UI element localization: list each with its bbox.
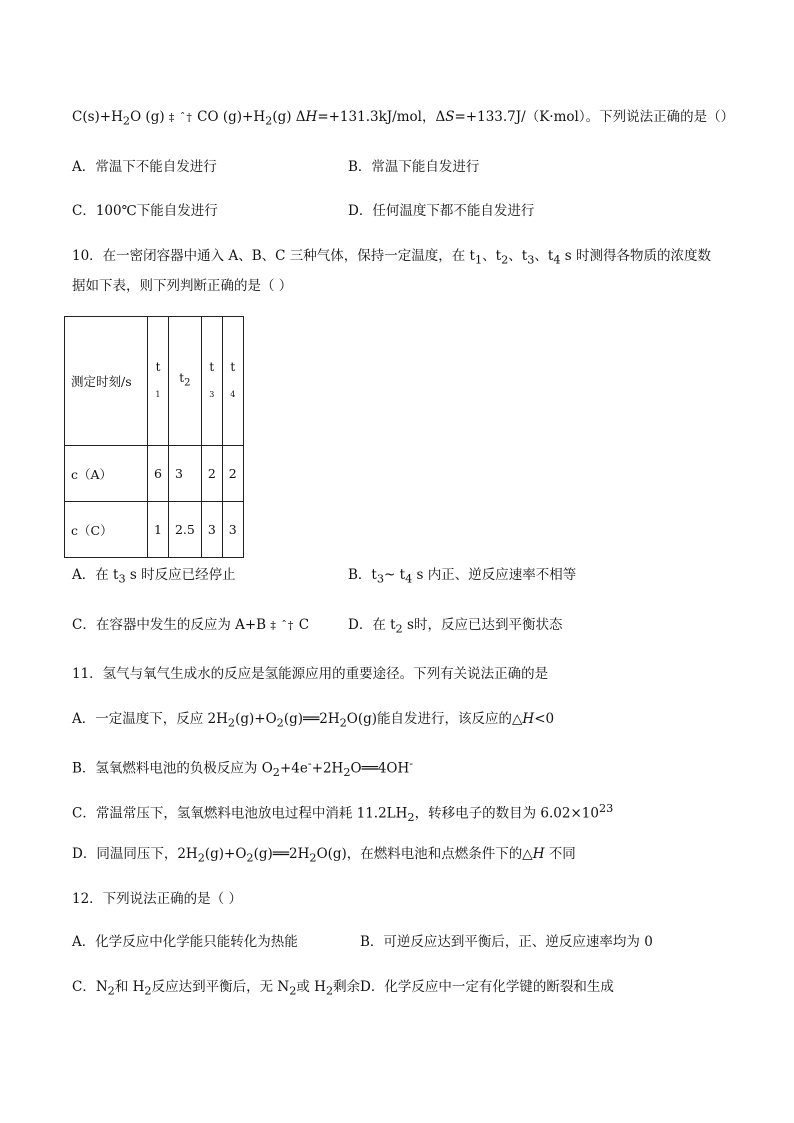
table-header-t1: t 1 [148, 317, 169, 446]
table-row-label: c（C） [65, 502, 148, 558]
q11-option-d: D．同温同压下，$2H_2(g)+O_2(g)══2H_2O(g)$，在燃料电池和点燃条件下的△H 不同 [72, 846, 576, 865]
q11-stem: 11．氢气与氧气生成水的反应是氢能源应用的重要途径。下列有关说法正确的是 [72, 666, 549, 682]
table-cell: 3 [168, 446, 201, 502]
q12-option-d: D．化学反应中一定有化学键的断裂和生成 [360, 979, 614, 995]
table-header-t3: t 3 [201, 317, 222, 446]
table-header-t4: t 4 [222, 317, 243, 446]
table-header-row [65, 317, 244, 446]
q11-option-a: A．一定温度下，反应 $2H_2(g)+O_2(g)══2H_2O(g)$能自发进行，该反应的△H<0 [72, 711, 555, 730]
reversible-arrow-icon: ‡ ˆ† [270, 619, 295, 632]
table-row [65, 446, 244, 502]
q9-stem: $C(s)+H_2O$ (g) ‡ ˆ† CO $(g)+H_2(g)$ ΔH=+131.3kJ/mol，ΔS=+133.7J/（K·mol）。下列说法正确的是（） [72, 109, 735, 128]
table-cell: 2.5 [168, 502, 201, 558]
reversible-arrow-icon: ‡ ˆ† [168, 111, 193, 124]
table-row [65, 502, 244, 558]
q10-option-c: C．在容器中发生的反应为 A+B ‡ ˆ† C [72, 617, 310, 633]
q10-option-b: B．$t_3\sim$ $t_4$ s 内正、逆反应速率不相等 [348, 567, 577, 586]
q10-option-a: A．在 $t_3$ s 时反应已经停止 [72, 567, 236, 586]
q10-stem-line1: 10．在一密闭容器中通入 A、B、C 三种气体，保持一定温度，在 $t_1$、$t_2$、$t_3$、$t_4$ s 时测得各物质的浓度数 [72, 248, 711, 267]
q10-option-d: D．在 $t_2$ s时，反应已达到平衡状态 [348, 617, 563, 636]
q12-option-a: A．化学反应中化学能只能转化为热能 [72, 934, 298, 950]
q12-stem: 12．下列说法正确的是（ ） [72, 891, 242, 907]
q9-option-b: B．常温下能自发进行 [348, 159, 480, 175]
q11-option-c: C．常温常压下，氢氧燃料电池放电过程中消耗 $11.2LH_2$，转移电子的数目为 $6.02\times 10^{23}$ [72, 802, 614, 825]
q10-stem-line2: 据如下表，则下列判断正确的是（ ） [72, 278, 293, 294]
concentration-table [64, 316, 244, 558]
q9-option-d: D．任何温度下都不能自发进行 [348, 203, 535, 219]
table-cell: 3 [201, 502, 222, 558]
table-cell: 2 [222, 446, 243, 502]
q9-option-a: A．常温下不能自发进行 [72, 159, 217, 175]
table-cell: 1 [148, 502, 169, 558]
table-cell: 6 [148, 446, 169, 502]
table-cell: 2 [201, 446, 222, 502]
table-cell: 3 [222, 502, 243, 558]
q9-option-c: C．100℃下能自发进行 [72, 203, 218, 219]
table-row-label: c（A） [65, 446, 148, 502]
table-header-t2: $t_2$ [168, 317, 201, 446]
q12-option-b: B．可逆反应达到平衡后，正、逆反应速率均为 0 [360, 934, 653, 950]
table-header-label: 测定时刻/s [65, 317, 148, 446]
q12-option-c: C．$N_2$和 $H_2$反应达到平衡后，无 $N_2$或 $H_2$剩余 [72, 979, 361, 998]
q11-option-b: B．氢氧燃料电池的负极反应为 $O_2+4e^-+2H_2O══4OH^-$ [72, 757, 414, 780]
